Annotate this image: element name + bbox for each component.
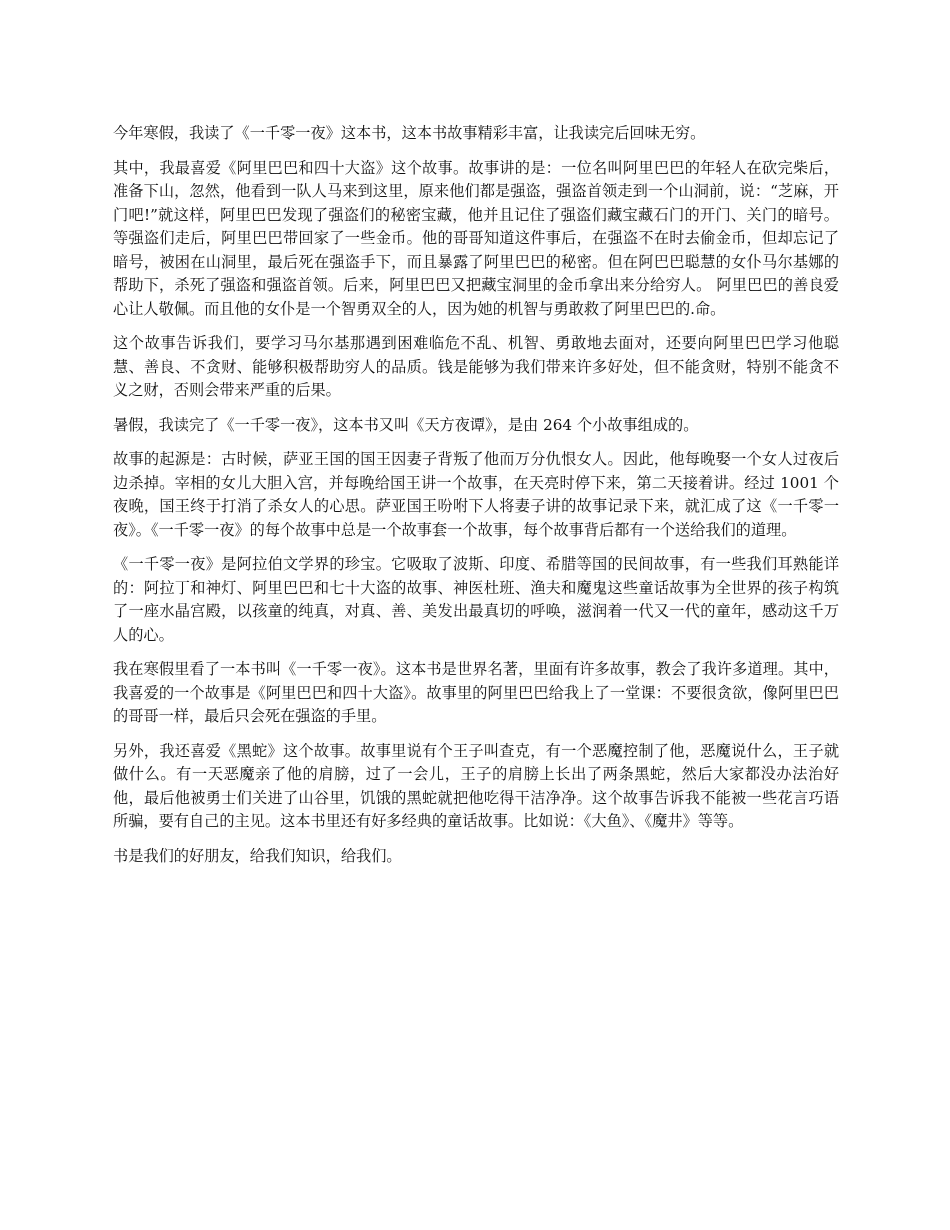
paragraph: 这个故事告诉我们，要学习马尔基那遇到困难临危不乱、机智、勇敢地去面对，还要向阿里巴巴学习他聪慧、善良、不贪财、能够积极帮助穷人的品质。钱是能够为我们带来许多好处，但不能贪财，特别不能贪不义之财，否则会带来严重的后果。: [113, 334, 839, 399]
paragraph: 暑假，我读完了《一千零一夜》，这本书又叫《天方夜谭》，是由 264 个小故事组成的。: [113, 415, 699, 434]
paragraph: 另外，我还喜爱《黑蛇》这个故事。故事里说有个王子叫查克，有一个恶魔控制了他，恶魔说什么，王子就做什么。有一天恶魔亲了他的肩膀，过了一会儿，王子的肩膀上长出了两条黑蛇，然后大家都没办法治好他，最后他被勇士们关进了山谷里，饥饿的黑蛇就把他吃得干洁净净。这个故事告诉我不能被一些花言巧语所骗，要有自己的主见。这本书里还有好多经典的童话故事。比如说：《大鱼》、《魔井》等等。: [113, 741, 839, 830]
paragraph: 《一千零一夜》是阿拉伯文学界的珍宝。它吸取了波斯、印度、希腊等国的民间故事，有一些我们耳熟能详的：阿拉丁和神灯、阿里巴巴和七十大盗的故事、神医杜班、渔夫和魔鬼这些童话故事为全世界的孩子构筑了一座水晶宫殿，以孩童的纯真，对真、善、美发出最真切的呼唤，滋润着一代又一代的童年，感动这千万人的心。: [113, 555, 839, 644]
document-page: [113, 122, 839, 879]
paragraph: 故事的起源是：古时候，萨亚王国的国王因妻子背叛了他而万分仇恨女人。因此，他每晚娶一个女人过夜后边杀掉。宰相的女儿大胆入宫，并每晚给国王讲一个故事，在天亮时停下来，第二天接着讲。经过 1001 个夜晚，国王终于打消了杀女人的心思。萨亚国王吩咐下人将妻子讲的故事记录下来，就汇成了这《一千零一夜》。《一千零一夜》的每个故事中总是一个故事套一个故事，每个故事背后都有一个送给我们的道理。: [113, 450, 839, 539]
paragraph: 我在寒假里看了一本书叫《一千零一夜》。这本书是世界名著，里面有许多故事，教会了我许多道理。其中，我喜爱的一个故事是《阿里巴巴和四十大盗》。故事里的阿里巴巴给我上了一堂课：不要很贪欲，像阿里巴巴的哥哥一样，最后只会死在强盗的手里。: [113, 660, 839, 725]
paragraph: 书是我们的好朋友，给我们知识，给我们。: [113, 846, 402, 865]
paragraph: 其中，我最喜爱《阿里巴巴和四十大盗》这个故事。故事讲的是：一位名叫阿里巴巴的年轻人在砍完柴后，准备下山，忽然，他看到一队人马来到这里，原来他们都是强盗，强盗首领走到一个山洞前，说：“芝麻，开门吧!”就这样，阿里巴巴发现了强盗们的秘密宝藏，他并且记住了强盗们藏宝藏石门的开门、关门的暗号。等强盗们走后，阿里巴巴带回家了一些金币。他的哥哥知道这件事后，在强盗不在时去偷金币，但却忘记了暗号，被困在山洞里，最后死在强盗手下，而且暴露了阿里巴巴的秘密。但在阿巴巴聪慧的女仆马尔基娜的帮助下，杀死了强盗和强盗首领。后来，阿里巴巴又把藏宝洞里的金币拿出来分给穷人。 阿里巴巴的善良爱心让人敬佩。而且他的女仆是一个智勇双全的人，因为她的机智与勇敢救了阿里巴巴的.命。: [113, 158, 839, 318]
paragraph: 今年寒假，我读了《一千零一夜》这本书，这本书故事精彩丰富，让我读完后回味无穷。: [113, 124, 706, 142]
